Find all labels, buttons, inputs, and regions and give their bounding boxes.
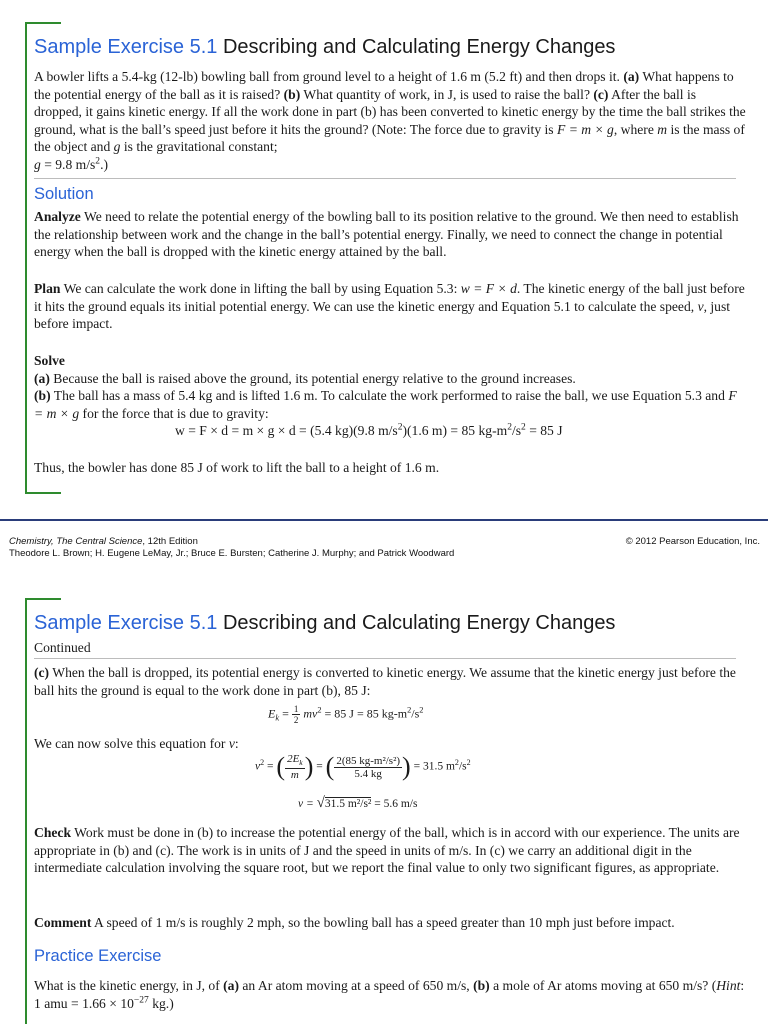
fraction-2ek-over-m [285, 753, 305, 780]
problem-text: A bowler lifts a 5.4-kg (12-lb) bowling ball from ground level to a height of 1.6 m (5.2 ft) and then drops it. [34, 69, 624, 84]
superscript: 2 [454, 757, 459, 767]
solution-header: Solution [34, 185, 94, 203]
kinetic-energy-equation [268, 704, 423, 725]
solve-b-text: for the force that is due to gravity: [79, 405, 269, 421]
force-formula: F = m × g [557, 121, 614, 137]
check-label: Check [34, 825, 72, 840]
var-v: v [697, 298, 704, 314]
eq-part: E [268, 706, 276, 721]
fraction-denominator: 2 [293, 715, 299, 725]
problem-a-label: (a) [623, 69, 640, 84]
practice-text: a mole of Ar atoms moving at 650 m/s? ( [489, 978, 717, 993]
slide1-bracket-top [25, 22, 61, 24]
paren-close: ) [402, 752, 411, 781]
eq-part: = [313, 760, 326, 773]
paren-close: ) [304, 752, 314, 781]
fraction-numerator: 1 [293, 704, 299, 714]
fraction-numerator [285, 753, 305, 768]
fraction-denominator [285, 769, 305, 781]
var-g: g [113, 139, 121, 154]
practice-paragraph [34, 977, 746, 1012]
slide2-title-text: Describing and Calculating Energy Changes [222, 612, 616, 634]
practice-header: Practice Exercise [34, 947, 162, 965]
eq-part: )(1.6 m) = 85 kg-m [402, 423, 508, 438]
eq-part: w = F × d = m × g × d = (5.4 kg)(9.8 m/s [175, 423, 398, 438]
practice-a-label: (a) [223, 978, 239, 993]
problem-b-label: (b) [283, 86, 301, 102]
slide2-divider [34, 658, 736, 659]
eq-part: = 85 J [525, 423, 563, 438]
plan-paragraph [34, 280, 746, 333]
eq-part: mv [300, 706, 318, 721]
solve-a-text: Because the ball is raised above the ground, its potential energy relative to the ground increases. [49, 370, 576, 386]
slide1-bracket-bottom [25, 492, 61, 494]
footer-authors: Theodore L. Brown; H. Eugene LeMay, Jr.; Bruce E. Bursten; Catherine J. Murphy; and Patrick Woodward [9, 548, 455, 559]
practice-b-label: (b) [473, 978, 490, 993]
thus-text: Thus, the bowler has done 85 J of work to lift the ball to a height of 1.6 m. [34, 460, 440, 475]
solve-for-text: : [234, 736, 239, 751]
var-v: v [228, 736, 235, 751]
fraction-denominator: 5.4 kg [354, 767, 382, 780]
slide2-title-exercise: Sample Exercise 5.1 [34, 612, 218, 634]
analyze-label: Analyze [34, 209, 81, 224]
solve-label: Solve [34, 353, 65, 368]
plan-text: . The kinetic energy of the ball just before it hits the ground equals its initial potential energy. We can use the kinetic energy and Equation 5.1 to calculate the speed, [34, 281, 745, 314]
eq-part: 2E [287, 753, 300, 766]
slide2-title [34, 612, 615, 635]
superscript: 2 [419, 705, 424, 715]
analyze-paragraph [34, 208, 746, 261]
fraction-numerator: 2(85 kg-m²/s²) [336, 754, 401, 767]
eq-part: = [279, 706, 292, 721]
problem-text: is the mass of the object and [34, 121, 745, 154]
analyze-text: We need to relate the potential energy of the bowling ball to its position relative to the ground. We then need to establish the relationship between work and the change in the ball’s potential energy. Finally, we need to connect the change in potential energy when the ball is dropped with the kinetic energy attained by the ball. [34, 209, 739, 259]
practice-text: : 1 amu = 1.66 × 10 [34, 978, 745, 1011]
problem-text: , where [613, 121, 658, 137]
footer-divider [0, 519, 768, 521]
work-formula: w = F × d [460, 281, 517, 296]
sqrt-argument: 31.5 m²/s² [324, 798, 372, 810]
superscript: 2 [466, 757, 471, 767]
book-title: Chemistry, The Central Science [9, 536, 143, 547]
superscript: 2 [507, 422, 512, 433]
superscript: −27 [133, 994, 149, 1005]
superscript: 2 [260, 757, 265, 767]
eq-part: = 85 J = 85 kg-m [321, 706, 408, 721]
slide1-title [34, 36, 615, 59]
superscript: 2 [407, 705, 412, 715]
hint-label: Hint [716, 978, 741, 993]
book-edition: , 12th Edition [142, 536, 198, 547]
eq-part: = [264, 760, 277, 773]
plan-text: We can calculate the work done in lifting the ball by using Equation 5.3: [60, 281, 461, 296]
superscript: 2 [317, 705, 322, 715]
slide1-bracket [25, 22, 27, 494]
problem-text: After the ball is dropped, it gains kinetic energy. If all the work done in part (b) has been converted to kinetic energy by the time the ball strikes the ground, what is the ball’s speed just before it hits the ground? (Note: The force due to gravity is [34, 86, 746, 137]
footer-copyright: © 2012 Pearson Education, Inc. [625, 536, 760, 547]
eq-part: = 5.6 m/s [371, 798, 418, 810]
eq-part: v = [298, 798, 317, 810]
footer-book [9, 536, 198, 547]
check-text: Work must be done in (b) to increase the potential energy of the ball, which is in accord with our experience. The units are appropriate in (b) and (c). The work is in units of J and the speed in units of m/s. In (c) we carry an additional digit in the intermediate calculation involving the square root, but we report the final value to only two significant figures, as appropriate. [34, 825, 740, 875]
var-g: g [34, 156, 41, 172]
slide1-title-exercise: Sample Exercise 5.1 [34, 36, 218, 58]
part-c-label: (c) [34, 665, 50, 680]
superscript: 2 [95, 155, 101, 166]
subscript: k [275, 713, 280, 723]
problem-text: What quantity of work, in J, is used to raise the ball? [300, 86, 594, 102]
v-squared-equation [255, 752, 471, 782]
v-equation [298, 795, 417, 812]
solve-b-label: (b) [34, 388, 51, 403]
problem-text: What happens to the potential energy of the ball as it is raised? [34, 69, 734, 102]
problem-text: .) [100, 156, 108, 172]
slide2-bracket [25, 598, 27, 1024]
solve-a-label: (a) [34, 370, 50, 386]
problem-c-label: (c) [593, 86, 609, 102]
plan-text: , just before impact. [34, 298, 731, 331]
eq-part: /s [458, 760, 467, 773]
var-m: m [657, 121, 668, 137]
eq-part: v [255, 760, 261, 773]
slide2-bracket-top [25, 598, 61, 600]
practice-text: kg.) [148, 995, 174, 1011]
eq-part: m [290, 768, 299, 781]
comment-label: Comment [34, 915, 92, 930]
sqrt-sign: √ [316, 795, 325, 811]
slide1-problem [34, 68, 746, 173]
solve-for-v [34, 735, 746, 753]
paren-open: ( [276, 752, 286, 781]
comment-paragraph [34, 914, 746, 932]
eq-part: = 31.5 m [410, 760, 455, 773]
slide1-title-text: Describing and Calculating Energy Changes [222, 36, 616, 58]
superscript: 2 [397, 422, 403, 433]
superscript: 2 [521, 422, 526, 433]
work-equation [175, 423, 563, 439]
plan-label: Plan [34, 281, 61, 296]
solve-for-text: We can now solve this equation for [34, 736, 229, 751]
slide1-divider [34, 178, 736, 179]
problem-text: = 9.8 m/s [40, 156, 96, 172]
comment-text: A speed of 1 m/s is roughly 2 mph, so the bowling ball has a speed greater than 10 mph just before impact. [91, 915, 675, 930]
eq-part: /s [411, 706, 420, 721]
force-formula: F = m × g [34, 388, 737, 421]
solve-b-text: The ball has a mass of 5.4 kg and is lifted 1.6 m. To calculate the work performed to raise the ball, we use Equation 5.3 and [50, 388, 729, 403]
part-c-paragraph [34, 664, 746, 699]
continued-label: Continued [34, 640, 91, 655]
fraction-numeric [334, 755, 402, 780]
solve-section [34, 352, 746, 422]
problem-text: is the gravitational constant; [120, 139, 278, 154]
paren-open: ( [325, 752, 335, 781]
check-paragraph [34, 824, 746, 877]
practice-text: an Ar atom moving at a speed of 650 m/s, [239, 978, 474, 993]
part-c-text: When the ball is dropped, its potential energy is converted to kinetic energy. We assume that the kinetic energy just before the ball hits the ground is equal to the work done in part (b), 85 J: [34, 665, 736, 698]
practice-text: What is the kinetic energy, in J, of [34, 978, 224, 993]
subscript: k [299, 758, 303, 768]
eq-part: /s [511, 423, 522, 438]
